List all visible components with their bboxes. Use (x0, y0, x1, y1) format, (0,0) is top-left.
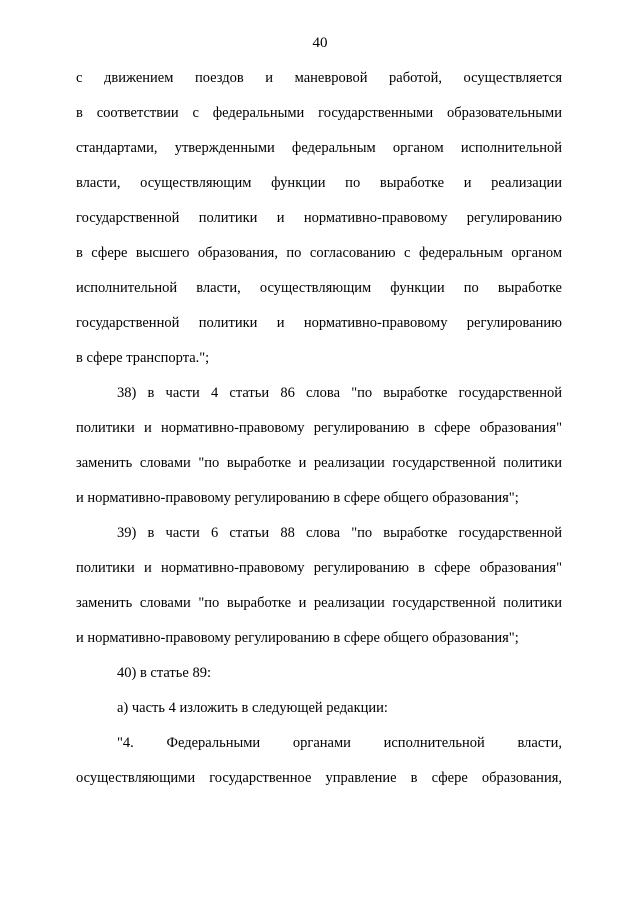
text-line: осуществляющими государственное управление в сфере образования, (76, 770, 562, 786)
text-line: "4. Федеральными органами исполнительной власти, (117, 735, 562, 751)
text-line: государственной политики и нормативно-правовому регулированию (76, 210, 562, 226)
text-line: политики и нормативно-правовому регулированию в сфере образования" (76, 420, 562, 436)
text-line: заменить словами "по выработке и реализации государственной политики (76, 595, 562, 611)
text-line: государственной политики и нормативно-правовому регулированию (76, 315, 562, 331)
text-line: и нормативно-правовому регулированию в сфере общего образования"; (76, 490, 519, 506)
body-text (76, 68, 562, 803)
text-line: 40) в статье 89: (117, 665, 211, 681)
text-line: а) часть 4 изложить в следующей редакции: (117, 700, 388, 716)
text-line: власти, осуществляющим функции по выработке и реализации (76, 175, 562, 191)
text-line: в сфере транспорта."; (76, 350, 210, 366)
page-number: 40 (312, 35, 328, 51)
text-line: исполнительной власти, осуществляющим функции по выработке (76, 280, 562, 296)
text-line: стандартами, утвержденными федеральным органом исполнительной (76, 140, 562, 156)
text-line: заменить словами "по выработке и реализации государственной политики (76, 455, 562, 471)
text-line: в сфере высшего образования, по согласованию с федеральным органом (76, 245, 562, 261)
text-line: с движением поездов и маневровой работой, осуществляется (76, 70, 562, 86)
text-line: в соответствии с федеральными государственными образовательными (76, 105, 562, 121)
text-line: 38) в части 4 статьи 86 слова "по выработке государственной (117, 385, 562, 401)
text-line: 39) в части 6 статьи 88 слова "по выработке государственной (117, 525, 562, 541)
text-line: политики и нормативно-правовому регулированию в сфере образования" (76, 560, 562, 576)
text-line: и нормативно-правовому регулированию в сфере общего образования"; (76, 630, 519, 646)
